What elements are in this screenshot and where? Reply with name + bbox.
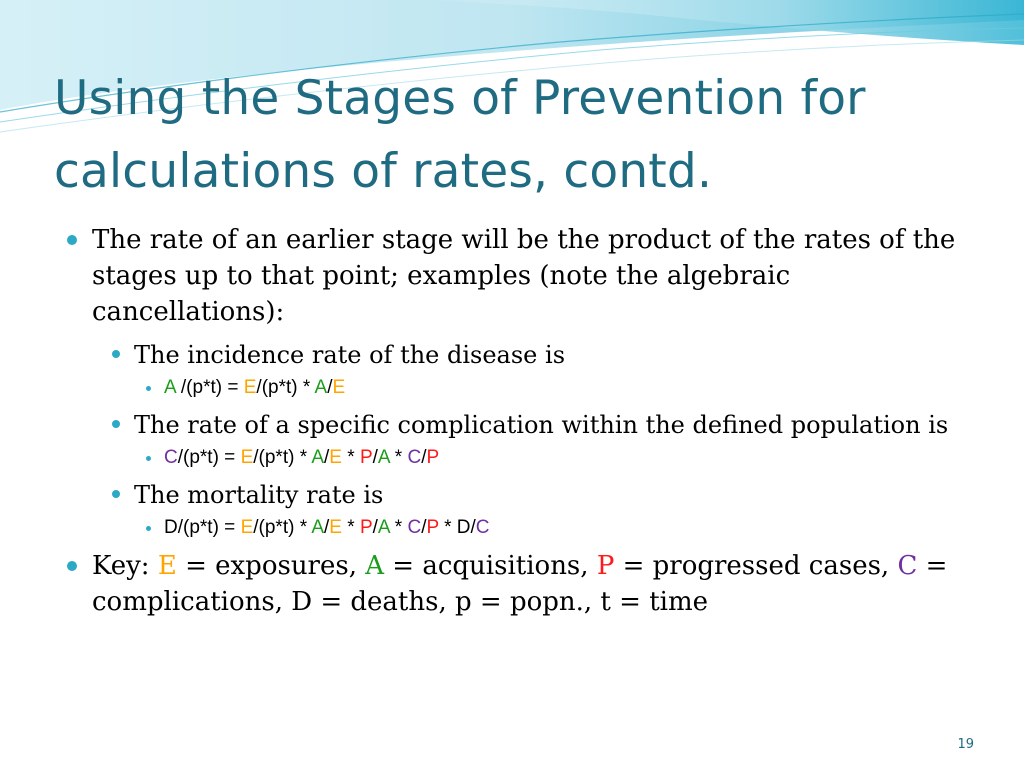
var-c: C	[164, 447, 178, 468]
key-var-p: P	[596, 551, 615, 581]
bullet-icon	[112, 490, 120, 498]
intro-bullet	[92, 222, 966, 330]
var-c: C	[475, 517, 490, 538]
formula-text: *	[389, 517, 408, 538]
bullet-icon	[146, 526, 151, 531]
incidence-formula	[164, 376, 966, 400]
var-a: A	[377, 517, 390, 538]
title-line-1: Using the Stages of Prevention for	[54, 71, 866, 126]
var-p: P	[426, 447, 440, 468]
key-text: = exposures,	[176, 551, 366, 581]
key-text: = complications, D = deaths, p = popn., t = time	[92, 551, 948, 617]
bullet-icon	[112, 420, 120, 428]
key-var-e: E	[157, 551, 177, 581]
key-var-a: A	[365, 551, 385, 581]
formula-text: /(p*t) =	[177, 447, 241, 468]
var-a: A	[311, 447, 325, 468]
mortality-bullet	[134, 478, 966, 512]
formula-text: *	[341, 517, 360, 538]
formula-text: /	[327, 377, 333, 398]
slide-body	[66, 222, 966, 620]
bullet-icon	[146, 456, 151, 461]
var-e: E	[243, 377, 257, 398]
formula-text: *	[341, 447, 360, 468]
complication-bullet	[134, 408, 966, 442]
bullet-icon	[67, 561, 77, 571]
var-a: A	[314, 377, 328, 398]
var-e: E	[240, 447, 254, 468]
complication-formula	[164, 446, 966, 470]
bullet-icon	[146, 386, 151, 391]
var-c: C	[407, 517, 422, 538]
bullet-icon	[67, 235, 77, 245]
formula-text: /(p*t) *	[253, 447, 312, 468]
var-c: C	[407, 447, 422, 468]
key-text: Key:	[92, 551, 158, 581]
var-e: E	[332, 377, 346, 398]
key-var-c: C	[897, 551, 918, 581]
formula-text: *	[389, 447, 408, 468]
formula-text: /	[324, 447, 330, 468]
var-a: A	[311, 517, 325, 538]
title-line-2: calculations of rates, contd.	[54, 144, 713, 199]
formula-text: /(p*t) =	[175, 377, 244, 398]
mortality-formula	[164, 516, 966, 540]
complication-label: The rate of a specific complication within the defined population is	[134, 411, 949, 439]
page-number: 19	[957, 737, 974, 752]
formula-text: /	[324, 517, 330, 538]
formula-text: * D/	[438, 517, 476, 538]
intro-text: The rate of an earlier stage will be the product of the rates of the stages up to that point; examples (note the algebraic cancellations):	[92, 225, 956, 327]
var-p: P	[359, 447, 373, 468]
formula-text: /	[372, 447, 378, 468]
formula-text: D/(p*t) =	[164, 517, 241, 538]
formula-text: /(p*t) *	[253, 517, 312, 538]
var-p: P	[426, 517, 439, 538]
incidence-bullet	[134, 338, 966, 372]
formula-text: /(p*t) *	[256, 377, 315, 398]
var-a: A	[377, 447, 390, 468]
key-bullet	[92, 548, 966, 620]
formula-text: /	[372, 517, 378, 538]
key-text: = acquisitions,	[384, 551, 597, 581]
var-e: E	[329, 517, 342, 538]
formula-text: /	[421, 447, 427, 468]
var-e: E	[329, 447, 342, 468]
incidence-label: The incidence rate of the disease is	[134, 341, 566, 369]
var-p: P	[359, 517, 373, 538]
formula-text: /	[421, 517, 427, 538]
var-e: E	[240, 517, 254, 538]
key-text: = progressed cases,	[614, 551, 898, 581]
var-a: A	[164, 377, 176, 398]
mortality-label: The mortality rate is	[134, 481, 384, 509]
bullet-icon	[112, 350, 120, 358]
slide-title	[54, 62, 994, 208]
